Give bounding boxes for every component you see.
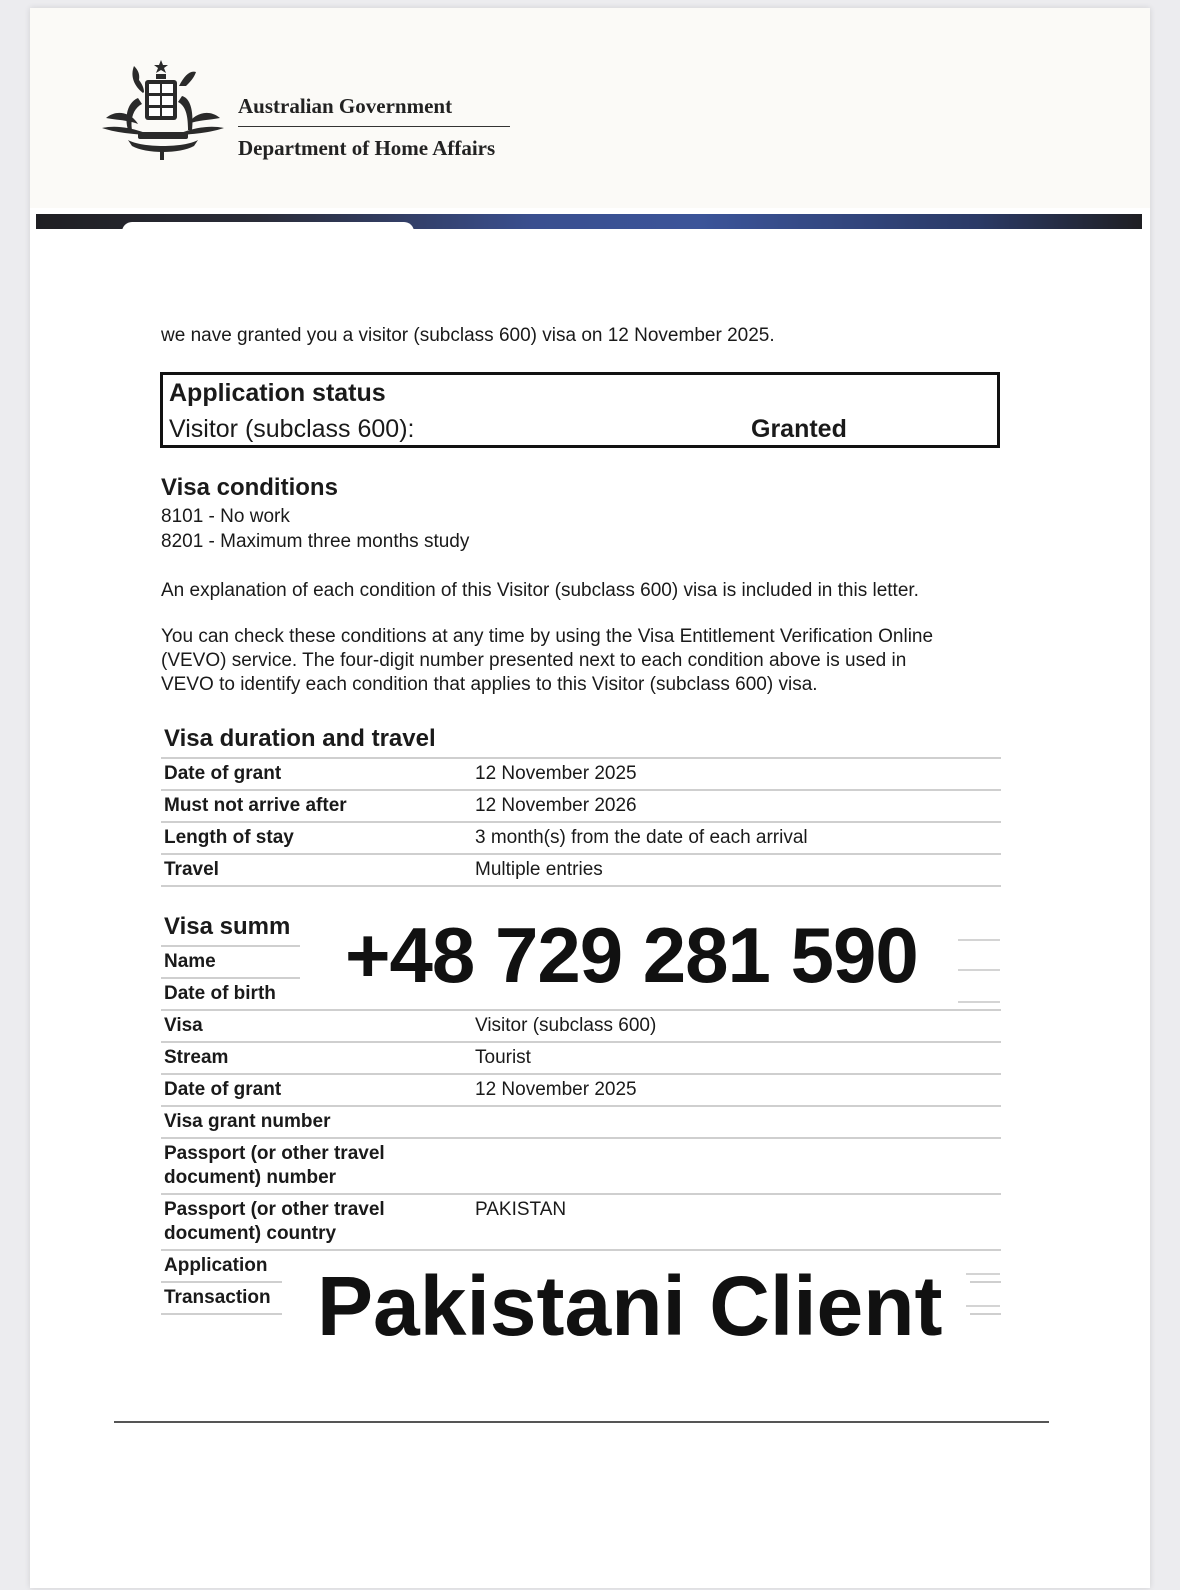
redaction-mask — [122, 222, 414, 234]
row-label: Travel — [164, 859, 219, 880]
row-value: 12 November 2025 — [475, 1079, 637, 1100]
conditions-list — [161, 504, 469, 554]
row-divider-stub — [966, 1305, 1000, 1307]
row-divider-stub — [958, 969, 1000, 971]
duration-heading: Visa duration and travel — [164, 725, 436, 752]
footer-divider — [114, 1421, 1049, 1423]
row-label: Date of grant — [164, 763, 282, 784]
row-label: Transaction — [164, 1287, 271, 1308]
row-label: Must not arrive after — [164, 795, 347, 816]
phone-number-overlay: +48 729 281 590 — [345, 911, 918, 999]
table-row — [161, 759, 1001, 791]
row-value: Multiple entries — [475, 859, 603, 880]
status-value: Granted — [751, 415, 847, 443]
visa-conditions-heading: Visa conditions — [161, 474, 338, 501]
row-value: Visitor (subclass 600) — [475, 1015, 657, 1036]
row-label: Length of stay — [164, 827, 294, 848]
org-name: Australian Government — [238, 94, 453, 118]
label-line: Passport (or other travel — [164, 1199, 385, 1220]
row-label: Stream — [164, 1047, 229, 1068]
header-divider — [238, 126, 510, 127]
status-label: Visitor (subclass 600): — [169, 415, 415, 443]
label-line: document) number — [164, 1167, 337, 1188]
vevo-line: You can check these conditions at any time by using the Visa Entitlement Verification Online — [161, 626, 934, 647]
table-row — [161, 1043, 1001, 1075]
row-divider-stub — [958, 1001, 1000, 1003]
status-heading: Application status — [169, 379, 386, 407]
vevo-paragraph — [161, 625, 1011, 697]
table-row — [161, 855, 1001, 887]
table-row — [161, 791, 1001, 823]
table-row — [161, 1139, 1001, 1195]
row-label: Date of grant — [164, 1079, 282, 1100]
condition-item: 8201 - Maximum three months study — [161, 531, 470, 552]
label-line: document) country — [164, 1223, 337, 1244]
row-label: Visa — [164, 1015, 203, 1036]
duration-table — [161, 757, 1001, 887]
vevo-line: VEVO to identify each condition that applies to this Visitor (subclass 600) visa. — [161, 674, 818, 695]
row-value: PAKISTAN — [475, 1199, 567, 1220]
label-line: Passport (or other travel — [164, 1143, 385, 1164]
row-divider-stub — [958, 939, 1000, 941]
application-status-box — [160, 372, 1000, 448]
grant-intro-text: we nave granted you a visitor (subclass 600) visa on 12 November 2025. — [161, 325, 775, 346]
table-row — [161, 823, 1001, 855]
row-divider-stub — [966, 1273, 1000, 1275]
row-value: Tourist — [475, 1047, 531, 1068]
table-row — [161, 1107, 1001, 1139]
vevo-line: (VEVO) service. The four-digit number presented next to each condition above is used in — [161, 650, 907, 671]
table-row — [161, 1011, 1001, 1043]
row-value: 12 November 2025 — [475, 763, 637, 784]
row-label: Visa grant number — [164, 1111, 331, 1132]
row-label — [164, 1142, 385, 1190]
visa-grant-letter — [30, 8, 1150, 1588]
conditions-explanation: An explanation of each condition of this Visitor (subclass 600) visa is included in this letter. — [161, 580, 919, 601]
row-value: 12 November 2026 — [475, 795, 637, 816]
summary-heading: Visa summ — [164, 913, 291, 940]
row-label: Name — [164, 951, 216, 972]
client-label-overlay: Pakistani Client — [317, 1259, 943, 1353]
department-name: Department of Home Affairs — [238, 136, 496, 160]
table-row — [161, 1195, 1001, 1251]
row-label: Date of birth — [164, 983, 276, 1004]
row-label: Application — [164, 1255, 268, 1276]
table-row — [161, 1075, 1001, 1107]
row-value: 3 month(s) from the date of each arrival — [475, 827, 808, 848]
row-label — [164, 1198, 385, 1246]
letter-header — [30, 8, 1150, 208]
australian-coat-of-arms-icon — [98, 58, 228, 162]
condition-item: 8101 - No work — [161, 506, 290, 527]
